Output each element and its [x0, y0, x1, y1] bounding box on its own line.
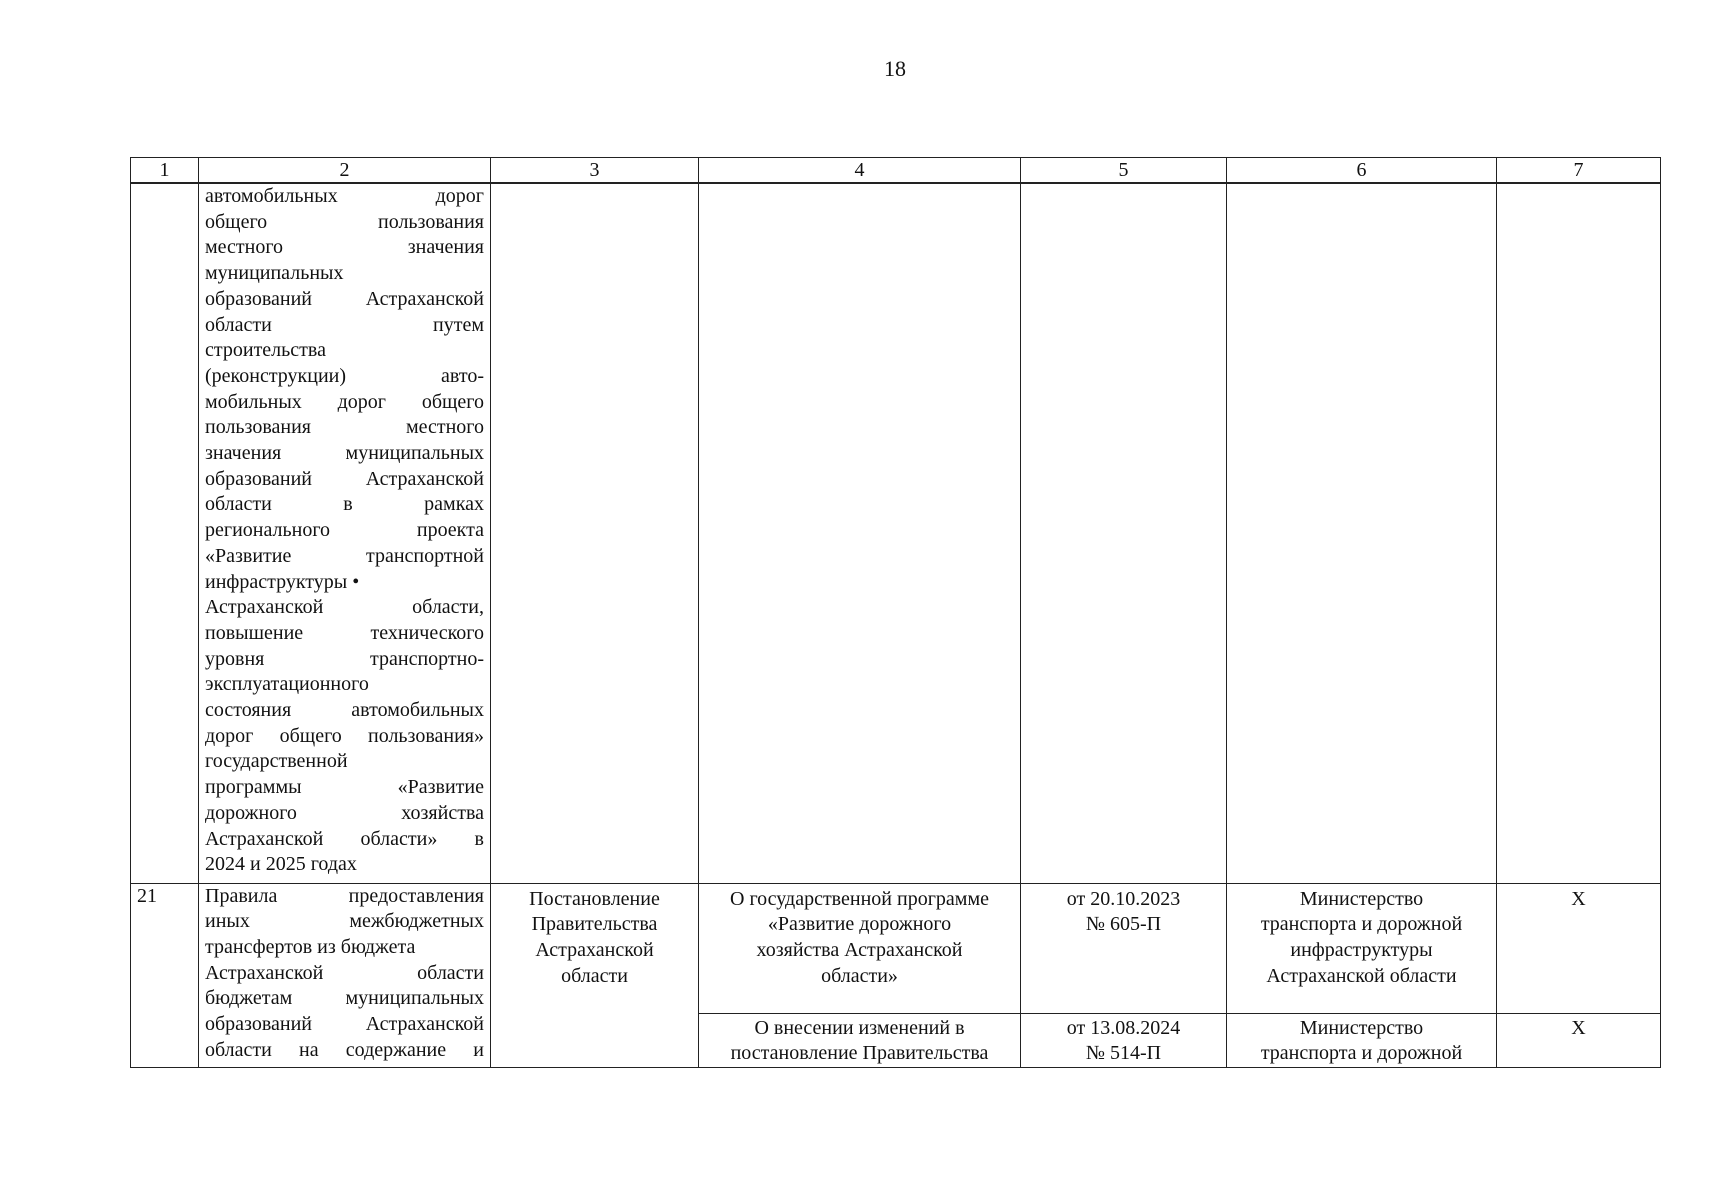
text-line: области [561, 964, 628, 987]
text-line: дорог общего пользования» [205, 724, 484, 747]
cell-mark: X [1497, 1013, 1661, 1067]
cell-responsible [1227, 183, 1497, 883]
regulations-table [130, 157, 1661, 1068]
cell-number [131, 183, 199, 883]
text-line: Правила предоставления [205, 884, 484, 907]
text-line: № 514-П [1085, 1042, 1162, 1065]
text-line: О внесении изменений в [754, 1016, 965, 1039]
cell-document-title [199, 183, 491, 883]
text-line: О государственной программе [730, 887, 989, 910]
text-line: Астраханской области [205, 961, 484, 984]
text-line: Астраханской [535, 938, 654, 961]
text-line: Министерство [1299, 1016, 1424, 1039]
cell-act-date [1021, 883, 1227, 1013]
text-line: № 605-П [1085, 913, 1162, 936]
text-line: инфраструктуры [1290, 938, 1433, 961]
text-line: дорожного хозяйства [205, 801, 484, 824]
column-header: 5 [1021, 158, 1227, 184]
text-line: регионального проекта [205, 519, 484, 542]
text-line: государственной [205, 750, 348, 773]
cell-document-title [199, 883, 491, 1067]
page-number: 18 [884, 56, 906, 81]
text-line: Правительства [531, 913, 658, 936]
cell-responsible [1227, 883, 1497, 1013]
text-line: программы «Развитие [205, 776, 484, 799]
column-header: 1 [131, 158, 199, 184]
text-line: области в рамках [205, 493, 484, 516]
text-line: от 20.10.2023 [1066, 887, 1181, 910]
cell-mark: X [1497, 883, 1661, 1013]
text-line: мобильных дорог общего [205, 390, 484, 413]
table-row-21 [131, 883, 1661, 1013]
text-line: «Развитие дорожного [767, 913, 952, 936]
cell-number: 21 [131, 883, 199, 1067]
text-line: транспорта и дорожной [1260, 1042, 1463, 1065]
text-line: бюджетам муниципальных [205, 987, 484, 1010]
cell-document-type [491, 883, 699, 1067]
text-line: местного значения [205, 236, 484, 259]
text-line: эксплуатационного [205, 673, 369, 696]
text-line: уровня транспортно- [205, 647, 484, 670]
text-line: «Развитие транспортной [205, 544, 484, 567]
column-header: 4 [699, 158, 1021, 184]
text-line: области путем [205, 313, 484, 336]
text-line: хозяйства Астраханской [756, 938, 963, 961]
text-line: строительства [205, 339, 326, 362]
text-line: инфраструктуры • [205, 570, 360, 593]
cell-mark [1497, 183, 1661, 883]
text-line: состояния автомобильных [205, 699, 484, 722]
text-line: образований Астраханской [205, 467, 484, 490]
text-line: (реконструкции) авто- [205, 364, 484, 387]
text-line: значения муниципальных [205, 442, 484, 465]
text-line: 2024 и 2025 годах [205, 853, 357, 876]
text-line: Министерство [1299, 887, 1424, 910]
text-line: от 13.08.2024 [1066, 1016, 1181, 1039]
text-line: области» [821, 964, 898, 987]
text-line: образований Астраханской [205, 287, 484, 310]
text-line: автомобильных дорог [205, 185, 484, 207]
text-line: Астраханской области [1266, 964, 1457, 987]
text-line: Астраханской области, [205, 596, 484, 619]
text-line: общего пользования [205, 210, 484, 233]
cell-act-title [699, 1013, 1021, 1067]
text-line: транспорта и дорожной [1260, 913, 1463, 936]
column-header-row [131, 158, 1661, 184]
text-line: пользования местного [205, 416, 484, 439]
text-line: Астраханской области» в [205, 827, 484, 850]
column-header: 2 [199, 158, 491, 184]
cell-document-type [491, 183, 699, 883]
cell-act-date [1021, 1013, 1227, 1067]
text-line: иных межбюджетных [205, 910, 484, 933]
cell-act-date [1021, 183, 1227, 883]
text-line: постановление Правительства [730, 1042, 989, 1065]
column-header: 6 [1227, 158, 1497, 184]
column-header: 7 [1497, 158, 1661, 184]
cell-responsible [1227, 1013, 1497, 1067]
table-row-continuation [131, 183, 1661, 883]
text-line: области на содержание и [205, 1038, 484, 1061]
text-line: муниципальных [205, 262, 344, 285]
text-line: Постановление [529, 887, 660, 910]
cell-act-title [699, 883, 1021, 1013]
text-line: трансфертов из бюджета [205, 935, 416, 958]
text-line: образований Астраханской [205, 1013, 484, 1036]
text-line: повышение технического [205, 621, 484, 644]
column-header: 3 [491, 158, 699, 184]
cell-act-title [699, 183, 1021, 883]
